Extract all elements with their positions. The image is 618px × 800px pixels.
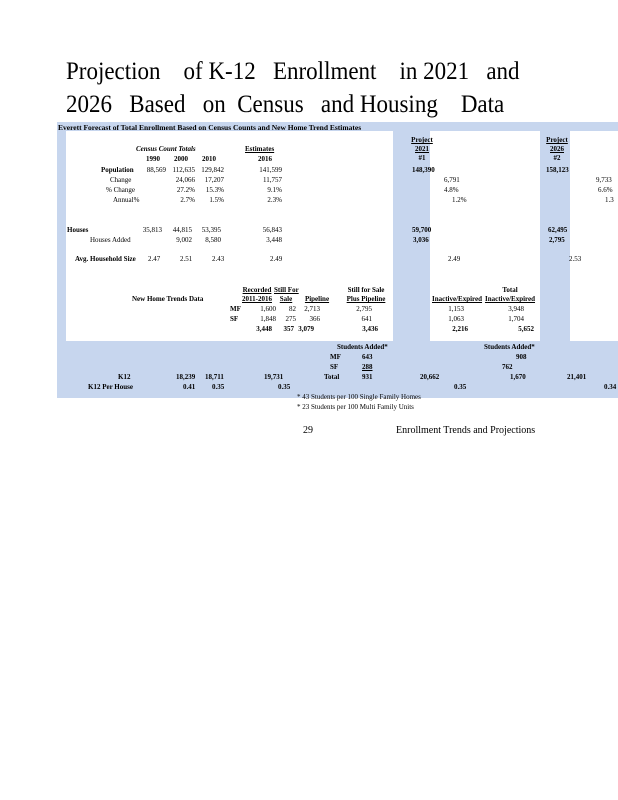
k12-per-house-col-1: 0.41 [183,383,196,391]
row-label-pct-change: % Change [106,186,135,194]
household-size-projection-1: 2.49 [448,255,461,263]
table-header: Everett Forecast of Total Enrollment Based on Census Counts and New Home Trend Estimates [58,123,362,132]
annual-2010: 1.5% [209,196,224,204]
row-label-annual: Annual% [113,196,140,204]
year-2010: 2010 [202,155,216,163]
total-pipeline: 3,079 [298,325,314,333]
sf-pipeline: 366 [309,315,320,323]
change-2010: 17,207 [204,176,224,184]
k12-per-house-projection-1: 0.35 [454,383,467,391]
new-home-trends-title: New Home Trends Data [132,295,204,303]
row-label-change: Change [110,176,132,184]
population-projection-1: 148,390 [412,166,435,174]
students-sf-label: SF [330,363,339,371]
total-header-1: Total [502,286,518,294]
projection-1-year: 2021 [415,145,429,153]
row-label-k12: K12 [118,373,131,381]
population-2016: 141,599 [259,166,282,174]
still-for-sale-header-1: Still For [274,286,299,294]
year-2000: 2000 [174,155,188,163]
annual-projection-2: 1.3 [605,196,614,204]
change-projection-2: 9,733 [596,176,612,184]
estimates-label: Estimates [245,145,275,153]
k12-per-house-projection-2: 0.34 [604,383,617,391]
mf-total-inactive: 3,948 [508,305,524,313]
year-1990: 1990 [146,155,160,163]
household-size-2010: 2.43 [212,255,225,263]
annual-2016: 2.3% [267,196,282,204]
students-added-header-1: Students Added* [337,343,388,351]
houses-added-projection-2: 2,795 [549,236,565,244]
total-inactive-expired: 2,216 [452,325,468,333]
k12-per-house-col-2: 0.35 [212,383,225,391]
annual-2000: 2.7% [180,196,195,204]
pct-change-2016: 9.1% [267,186,282,194]
students-sf-value-1: 288 [362,363,373,371]
population-1990: 88,569 [146,166,166,174]
k12-projection-1: 20,662 [420,373,440,381]
note-single-family: * 43 Students per 100 Single Family Homes [297,393,421,401]
sf-total-inactive: 1,704 [508,315,524,323]
row-label-household-size: Avg. Household Size [75,255,136,263]
houses-added-projection-1: 3,036 [413,236,429,244]
houses-projection-2: 62,495 [548,226,568,234]
page-number: 29 [303,425,313,436]
projection-2-margin-background [570,131,618,341]
pct-change-2000: 27.2% [176,186,195,194]
recorded-header-1: Recorded [242,286,272,294]
projection-2-label: Project [546,136,568,144]
mf-pipeline: 2,713 [304,305,320,313]
total-recorded: 3,448 [256,325,272,333]
projection-2-year: 2026 [550,145,564,153]
houses-2000: 44,815 [172,226,192,234]
household-size-2016: 2.49 [270,255,283,263]
row-label-houses-added: Houses Added [90,236,131,244]
mf-recorded: 1,600 [260,305,276,313]
students-total-value-1: 931 [362,373,373,381]
projection-1-number: #1 [418,154,426,162]
students-mf-label: MF [330,353,341,361]
pipeline-header: Pipeline [304,295,330,303]
still-for-sale-header-2: Sale [279,295,293,303]
census-count-totals-label: Census Count Totals [136,145,196,153]
change-2000: 24,066 [175,176,195,184]
household-size-1990: 2.47 [148,255,161,263]
sf-still-for-sale: 275 [285,315,296,323]
recorded-header-2: 2011-2016 [242,295,272,303]
row-label-houses: Houses [67,226,89,234]
household-size-2000: 2.51 [180,255,193,263]
population-2000: 112,635 [172,166,195,174]
sf-label: SF [230,315,239,323]
note-multi-family: * 23 Students per 100 Multi Family Units [297,403,414,411]
footer-title: Enrollment Trends and Projections [396,425,536,436]
houses-added-2000: 9,002 [176,236,192,244]
sf-inactive-expired: 1,063 [448,315,464,323]
population-projection-2: 158,123 [546,166,569,174]
mf-still-for-sale: 82 [289,305,296,313]
inactive-expired-header: Inactive/Expired [432,295,483,303]
change-2016: 11,757 [263,176,282,184]
houses-added-2010: 8,580 [205,236,221,244]
pct-change-2010: 15.3% [205,186,224,194]
total-total-inactive: 5,652 [518,325,534,333]
pct-change-projection-1: 4.8% [444,186,459,194]
students-mf-value-2: 908 [516,353,527,361]
row-label-k12-per-house: K12 Per House [88,383,133,391]
total-still-for-sale: 357 [283,325,294,333]
students-total-value-2: 1,670 [510,373,526,381]
mf-label: MF [230,305,241,313]
annual-projection-1: 1.2% [452,196,467,204]
houses-added-2016: 3,448 [266,236,282,244]
houses-1990: 35,813 [142,226,162,234]
page-title-line-1: Projection of K-12 Enrollment in 2021 and [66,58,520,85]
k12-col-3: 19,731 [264,373,284,381]
projection-2-number: #2 [553,154,561,162]
houses-projection-1: 59,700 [412,226,432,234]
mf-inactive-expired: 1,153 [448,305,464,313]
plus-pipeline-header-2: Plus Pipeline [346,295,386,303]
plus-pipeline-header-1: Still for Sale [347,286,385,294]
year-2016: 2016 [258,155,272,163]
household-size-projection-2: 2.53 [569,255,582,263]
pct-change-projection-2: 6.6% [598,186,613,194]
students-total-label: Total [324,373,340,381]
sf-recorded: 1,848 [260,315,276,323]
students-mf-value-1: 643 [362,353,373,361]
change-projection-1: 6,791 [444,176,460,184]
row-label-population: Population [101,166,134,174]
k12-projection-2: 21,401 [567,373,587,381]
total-header-2: Inactive/Expired [484,295,536,303]
k12-per-house-col-3: 0.35 [278,383,291,391]
k12-col-2: 18,711 [205,373,224,381]
sf-plus-pipeline: 641 [361,315,372,323]
mf-plus-pipeline: 2,795 [356,305,372,313]
houses-2016: 56,843 [262,226,282,234]
total-plus-pipeline: 3,436 [362,325,378,333]
k12-col-1: 18,239 [176,373,196,381]
houses-2010: 53,395 [201,226,221,234]
projection-1-label: Project [411,136,433,144]
page-title-line-2: 2026 Based on Census and Housing Data [66,91,505,118]
students-added-header-2: Students Added* [484,343,535,351]
students-sf-value-2: 762 [502,363,513,371]
population-2010: 129,842 [201,166,224,174]
